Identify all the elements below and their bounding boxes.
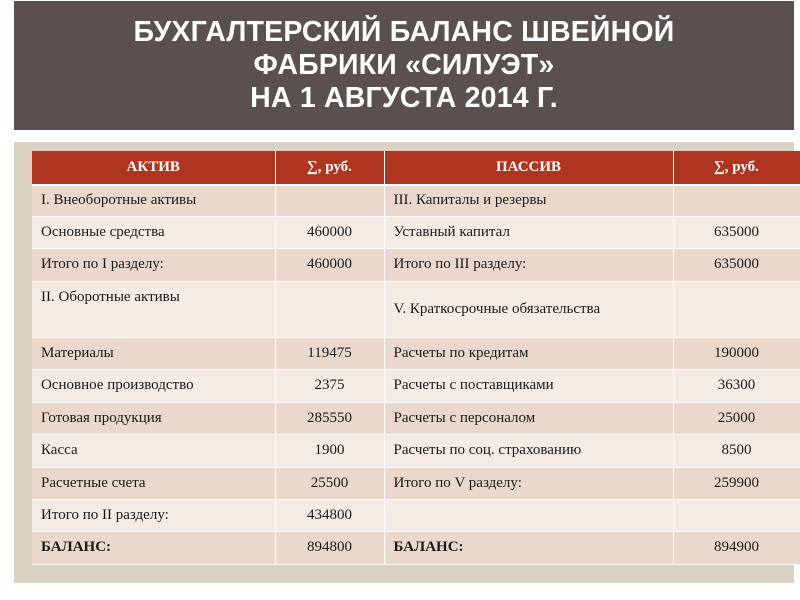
- liability-sum-cell: 25000: [673, 402, 800, 434]
- title-line-2: ФАБРИКИ «СИЛУЭТ»: [253, 49, 555, 81]
- liability-cell: Уставный капитал: [384, 216, 673, 248]
- table-row: [32, 248, 800, 281]
- header-asset-sum: ∑, руб.: [275, 151, 384, 185]
- asset-cell: II. Оборотные активы: [32, 281, 275, 337]
- asset-cell: Основное производство: [32, 369, 275, 402]
- liability-sum-cell: [673, 185, 800, 216]
- liability-total-label: БАЛАНС:: [384, 531, 673, 564]
- asset-total-label: БАЛАНС:: [32, 531, 275, 564]
- asset-total-sum: 894800: [275, 531, 384, 564]
- asset-cell: Касса: [32, 434, 275, 467]
- table-row: [32, 434, 800, 467]
- balance-table: [32, 151, 800, 565]
- liability-sum-cell: 259900: [673, 467, 800, 499]
- liability-cell: Расчеты с поставщиками: [384, 369, 673, 402]
- liability-cell: Расчеты по соц. страхованию: [384, 434, 673, 467]
- liability-total-sum: 894900: [673, 531, 800, 564]
- table-row: [32, 402, 800, 434]
- liability-sum-cell: 635000: [673, 216, 800, 248]
- liability-sum-cell: 635000: [673, 248, 800, 281]
- asset-sum-cell: 285550: [275, 402, 384, 434]
- liability-sum-cell: [673, 499, 800, 531]
- liability-cell: [384, 499, 673, 531]
- liability-sum-cell: 36300: [673, 369, 800, 402]
- asset-cell: Итого по II разделу:: [32, 499, 275, 531]
- asset-sum-cell: [275, 281, 384, 337]
- liability-sum-cell: [673, 281, 800, 337]
- liability-cell: III. Капиталы и резервы: [384, 185, 673, 216]
- asset-cell: Расчетные счета: [32, 467, 275, 499]
- asset-cell: I. Внеоборотные активы: [32, 185, 275, 216]
- asset-sum-cell: 25500: [275, 467, 384, 499]
- asset-cell: Основные средства: [32, 216, 275, 248]
- liability-cell: Итого по V разделу:: [384, 467, 673, 499]
- table-header-row: [32, 151, 800, 185]
- liability-cell: Расчеты по кредитам: [384, 337, 673, 369]
- liability-cell: V. Краткосрочные обязательства: [384, 281, 673, 337]
- asset-sum-cell: 460000: [275, 248, 384, 281]
- liability-sum-cell: 8500: [673, 434, 800, 467]
- header-liability-sum: ∑, руб.: [673, 151, 800, 185]
- table-row: [32, 467, 800, 499]
- asset-cell: Материалы: [32, 337, 275, 369]
- title-line-3: НА 1 АВГУСТА 2014 Г.: [250, 82, 558, 114]
- asset-sum-cell: 119475: [275, 337, 384, 369]
- asset-sum-cell: 434800: [275, 499, 384, 531]
- liability-sum-cell: 190000: [673, 337, 800, 369]
- asset-sum-cell: [275, 185, 384, 216]
- slide-title: [14, 1, 794, 130]
- table-row: [32, 337, 800, 369]
- table-row-total: [32, 531, 800, 564]
- liability-cell: Расчеты с персоналом: [384, 402, 673, 434]
- header-liability: ПАССИВ: [384, 151, 673, 185]
- asset-cell: Итого по I разделу:: [32, 248, 275, 281]
- title-line-1: БУХГАЛТЕРСКИЙ БАЛАНС ШВЕЙНОЙ: [133, 16, 675, 48]
- asset-sum-cell: 460000: [275, 216, 384, 248]
- table-row: [32, 185, 800, 216]
- table-row: [32, 369, 800, 402]
- asset-sum-cell: 1900: [275, 434, 384, 467]
- liability-cell: Итого по III разделу:: [384, 248, 673, 281]
- table-row: [32, 499, 800, 531]
- asset-cell: Готовая продукция: [32, 402, 275, 434]
- header-asset: АКТИВ: [32, 151, 275, 185]
- asset-sum-cell: 2375: [275, 369, 384, 402]
- table-row: [32, 216, 800, 248]
- table-row: [32, 281, 800, 337]
